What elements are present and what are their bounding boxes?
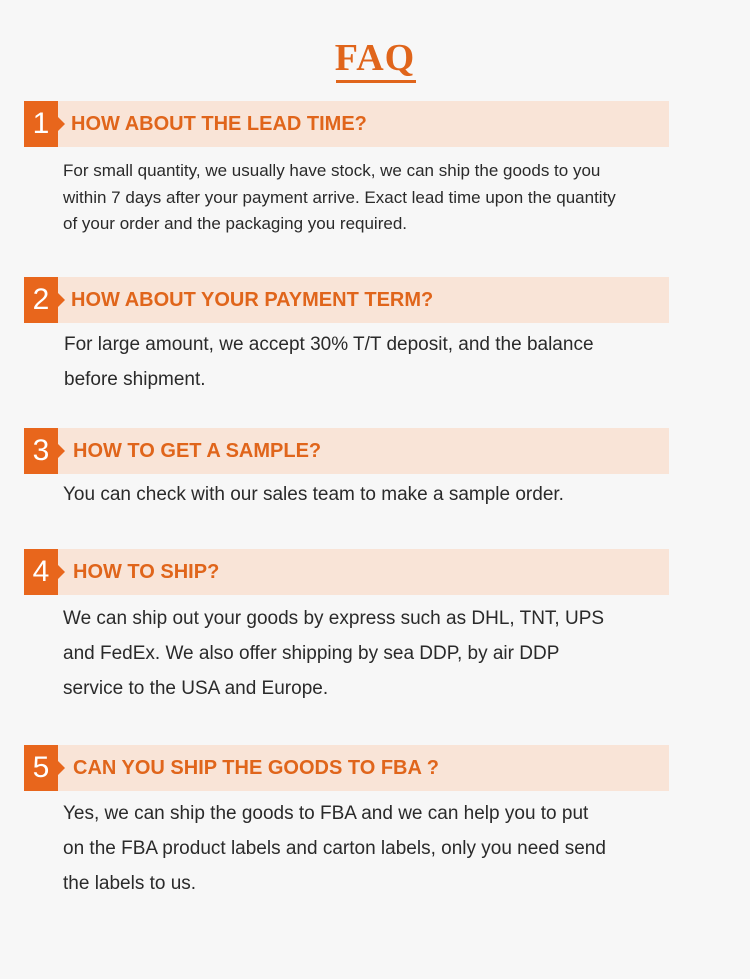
badge-arrow-icon [58, 761, 65, 775]
faq-answer-4 [63, 601, 663, 706]
page-title: FAQ [334, 37, 416, 79]
faq-question-bar-4 [24, 549, 669, 595]
badge-arrow-icon [58, 293, 65, 307]
badge-arrow-icon [58, 565, 65, 579]
answer-line: and FedEx. We also offer shipping by sea DDP, by air DDP [63, 643, 560, 664]
answer-line: You can check with our sales team to make a sample order. [63, 484, 564, 505]
faq-question-bar-3 [24, 428, 669, 474]
faq-header [0, 38, 750, 78]
faq-question: CAN YOU SHIP THE GOODS TO FBA ? [73, 757, 439, 779]
badge-arrow-icon [58, 444, 65, 458]
faq-number-badge: 2 [24, 277, 58, 323]
faq-question: HOW ABOUT YOUR PAYMENT TERM? [71, 289, 434, 311]
badge-arrow-icon [58, 117, 65, 131]
faq-question-bar-2 [24, 277, 669, 323]
faq-number-badge: 5 [24, 745, 58, 791]
faq-question-bar-1 [24, 101, 669, 147]
faq-answer-1 [63, 158, 663, 238]
answer-line: service to the USA and Europe. [63, 678, 329, 699]
faq-question: HOW TO SHIP? [73, 561, 220, 583]
faq-question: HOW ABOUT THE LEAD TIME? [71, 113, 367, 135]
faq-number-badge: 3 [24, 428, 58, 474]
faq-number-badge: 1 [24, 101, 58, 147]
answer-line: For small quantity, we usually have stock, we can ship the goods to you [63, 161, 601, 180]
answer-line: For large amount, we accept 30% T/T deposit, and the balance [64, 334, 594, 355]
answer-line: before shipment. [64, 369, 206, 390]
answer-line: of your order and the packaging you required. [63, 214, 408, 233]
answer-line: We can ship out your goods by express such as DHL, TNT, UPS [63, 608, 605, 629]
faq-question-bar-5 [24, 745, 669, 791]
faq-answer-3 [63, 477, 663, 512]
faq-answer-5 [63, 796, 663, 901]
title-underline [336, 80, 416, 83]
answer-line: Yes, we can ship the goods to FBA and we can help you to put [63, 803, 589, 824]
faq-question: HOW TO GET A SAMPLE? [73, 440, 322, 462]
answer-line: on the FBA product labels and carton labels, only you need send [63, 838, 606, 859]
faq-number-badge: 4 [24, 549, 58, 595]
answer-line: within 7 days after your payment arrive. Exact lead time upon the quantity [63, 187, 616, 207]
answer-line: the labels to us. [63, 873, 197, 894]
faq-answer-2 [64, 327, 664, 397]
